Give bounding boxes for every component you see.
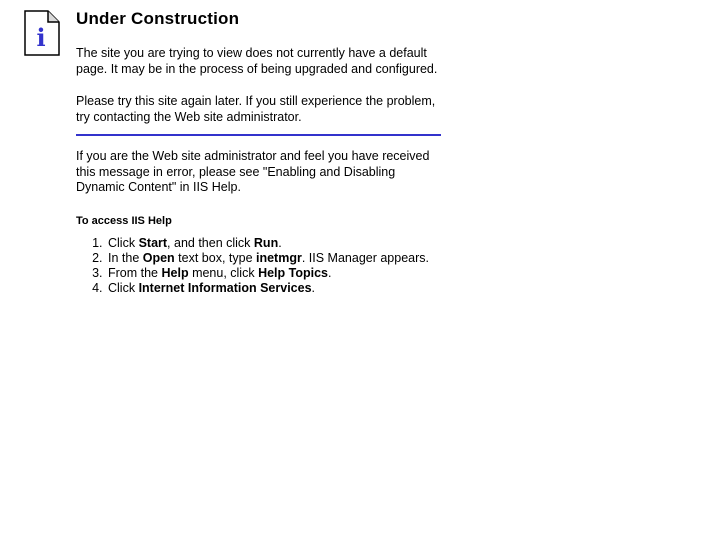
iis-help-steps [76,236,446,296]
paragraph-default-page: The site you are trying to view does not currently have a default page. It may be in the process of being upgraded and configured. [76,46,438,76]
paragraph-administrator: If you are the Web site administrator and feel you have received this message in error, please see "Enabling and Disabling Dynamic Content" in IIS Help. [76,149,430,194]
paragraph-try-later: Please try this site again later. If you still experience the problem, try contacting the Web site administrator. [76,94,436,124]
step-text: In the [108,250,143,265]
step-text: Click [108,235,139,250]
step-emphasis: Help Topics [258,265,328,280]
step-text: , and then click [167,235,254,250]
step-text: From the [108,265,162,280]
list-item [106,266,446,281]
iis-help-subheading: To access IIS Help [76,214,172,227]
list-item [106,236,446,251]
step-text: . [327,265,332,280]
step-text: Click [108,280,139,295]
svg-text:i: i [36,23,46,52]
page-content [76,8,446,296]
step-emphasis: Open [142,250,175,265]
step-emphasis: Run [253,235,279,250]
step-emphasis: Internet Information Services [138,280,312,295]
step-text: text box, type [174,250,256,265]
step-emphasis: Start [138,235,168,250]
divider [76,134,441,136]
step-text: . IIS Manager appears. [301,250,429,265]
page-title: Under Construction [76,9,240,28]
list-item [106,251,446,266]
list-item [106,281,446,296]
step-emphasis: inetmgr [256,250,302,265]
step-text: . [311,280,316,295]
step-text: menu, click [188,265,259,280]
step-text: . [278,235,282,250]
document-info-icon [24,10,60,56]
step-emphasis: Help [161,265,189,280]
